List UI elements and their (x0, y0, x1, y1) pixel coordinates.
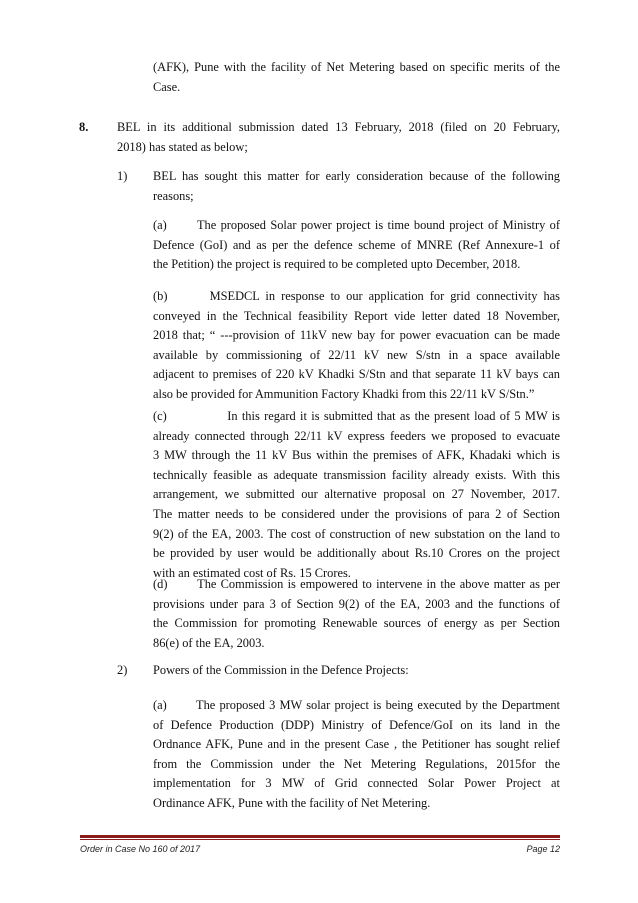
footer-rule-thin (80, 839, 560, 840)
text-line: Ordinance AFK, Pune with the facility of Net Metering. (153, 795, 431, 810)
text-line: available by commissioning of 22/11 kV new S/stn in a space available (153, 347, 560, 362)
text-line: Powers of the Commission in the Defence Projects: (153, 663, 409, 677)
text-line: 86(e) of the EA, 2003. (153, 635, 265, 650)
footer-page-number: Page 12 (526, 844, 560, 854)
text-line: arrangement, we submitted our alternative proposal on 27 November, 2017. (153, 487, 560, 502)
clause-b-paragraph (153, 287, 560, 405)
clause-d-paragraph (153, 575, 560, 653)
text-line: adjacent to premises of 220 kV Khadki S/Stn and that separate 11 kV bays can (153, 367, 560, 382)
text-line: 2018 that; “ ---provision of 11kV new bay for power evacuation can be made (153, 328, 560, 343)
text-line: 3 MW through the 11 kV Bus within the premises of AFK, Khadaki which is (153, 448, 560, 463)
text-line: (a) The proposed Solar power project is time bound project of Ministry of (153, 218, 560, 232)
text-line: implementation for 3 MW of Grid connected Solar Power Project at (153, 776, 560, 791)
text-line: The matter needs to be considered under the provisions of para 2 of Section (153, 506, 560, 521)
text-line: be provided by user would be additionally about Rs.10 Crores on the project (153, 546, 560, 561)
text-line: of Defence Production (DDP) Ministry of Defence/GoI on its land in the (153, 717, 560, 732)
text-line: (a) The proposed 3 MW solar project is being executed by the Department (153, 698, 560, 712)
text-line: 9(2) of the EA, 2003. The cost of construction of new substation on the land to (153, 526, 560, 541)
text-line: provisions under para 3 of Section 9(2) of the EA, 2003 and the functions of (153, 596, 560, 611)
continuation-paragraph (153, 58, 560, 97)
text-line: the Petition) the project is required to be completed upto December, 2018. (153, 257, 521, 272)
subitem-number: 1) (117, 169, 128, 183)
text-line: the Commission for promoting Renewable sources of energy as per Section (153, 616, 560, 631)
subitem-1-paragraph (153, 167, 560, 206)
text-line: Ordnance AFK, Pune and in the present Case , the Petitioner has sought relief (153, 737, 560, 752)
text-line: also be provided for Ammunition Factory Khadki from this 22/11 kV S/Stn.” (153, 386, 535, 401)
text-line: (c) In this regard it is submitted that as the present load of 5 MW is (153, 409, 560, 423)
item-number: 8. (79, 120, 89, 134)
text-line: (AFK), Pune with the facility of Net Metering based on specific merits of the (153, 60, 560, 74)
text-line: (d) The Commission is empowered to intervene in the above matter as per (153, 577, 560, 591)
text-line: BEL has sought this matter for early consideration because of the following (153, 169, 560, 183)
clause-a-paragraph (153, 216, 560, 275)
text-line: technically feasible as adequate transmission facility already exists. With this (153, 467, 560, 482)
text-line: with an estimated cost of Rs. 15 Crores. (153, 565, 351, 580)
clause-c-paragraph (153, 407, 560, 583)
subitem-number: 2) (117, 663, 128, 677)
text-line: Defence (GoI) and as per the defence scheme of MNRE (Ref Annexure-1 of (153, 237, 560, 252)
item-8-paragraph (117, 118, 560, 157)
footer-rule (80, 835, 560, 838)
text-line: already connected through 22/11 kV express feeders we proposed to evacuate (153, 428, 560, 443)
text-line: 2018) has stated as below; (117, 139, 248, 154)
subitem-2-paragraph (153, 661, 560, 681)
text-line: BEL in its additional submission dated 13 February, 2018 (filed on 20 February, (117, 120, 560, 134)
footer-case-reference: Order in Case No 160 of 2017 (80, 844, 201, 854)
clause-2a-paragraph (153, 696, 560, 814)
text-line: reasons; (153, 188, 194, 203)
text-line: from the Commission under the Net Metering Regulations, 2015for the (153, 756, 560, 771)
text-line: (b) MSEDCL in response to our application for grid connectivity has (153, 289, 560, 303)
text-line: conveyed in the Technical feasibility Report vide letter dated 18 November, (153, 308, 560, 323)
text-line: Case. (153, 79, 181, 94)
